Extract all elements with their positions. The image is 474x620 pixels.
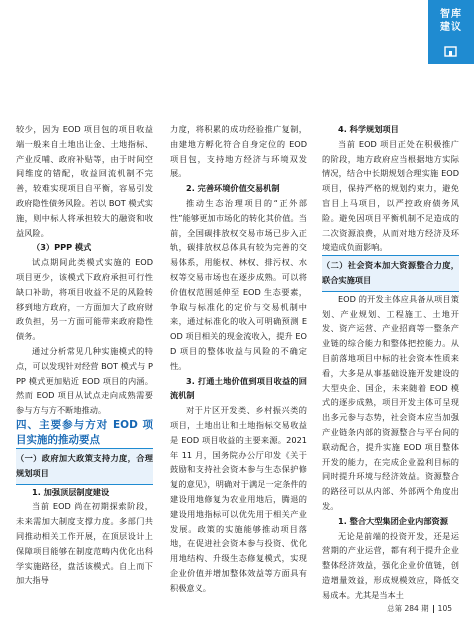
tag-line2: 建议	[440, 22, 462, 33]
paragraph: 推动生态治理项目的“正外部性”能够更加市场化的转化其价值。当前，全国碳排放权交易市场已步入正轨，碳排放权总体具有较为完善的交易体系，用能权、林权、排污权、水权等交易市场也在逐步成熟。可以将价值权范围延伸至 EOD 生态要素，争取与标准化的定价与交易机制中来，通过标准化的收入可明确预测 EOD 项目相关的现金流收入，提升 EOD 项目的整体收益与风险的不确定性。	[170, 197, 307, 371]
paragraph: 对于片区开发类、乡村振兴类的项目，土地出让和土地指标交易收益是 EOD 项目收益的主要来源。2021 年 11 月，国务院办公厅印发《关于鼓励和支持社会资本参与生态保护修复的意见》，明确对于满足一定条件的建设用地修复为农业用地后，腾退的建设用地指标可以优先用于相关产业发展。政策的实施能够推动项目落地，在促进社会资本参与投资、优化用地结构、升级生态修复模式，实现企业价值并增加整体效益等方面具有积极意义。	[170, 405, 307, 593]
paragraph: 当前 EOD 项目正处在积极推广的阶段，地方政府应当根据地方实际情况，结合中长期规划合理实施 EOD 项目，保持严格的规划约束力，避免盲目上马项目，以严控政府债务风险。避免因项目平衡机制不足造成的二次资源浪费，从而对地方经济及环境造成负面影响。	[322, 138, 459, 253]
subheading: 4. 科学规划项目	[338, 124, 399, 134]
section-heading: 四、主要参与方对 EOD 项目实施的推动要点	[16, 418, 153, 446]
paragraph: 力度，将积累的成功经验推广复制，由建地方孵化符合自身定位的 EOD 项目包，支持地方经济与环境双发展。	[170, 124, 307, 179]
section-tag	[428, 0, 474, 64]
building-icon	[444, 45, 457, 58]
issue-number: 总第 284 期	[387, 604, 429, 613]
paragraph: 通过分析常见几种实施模式的特点，可以发现针对经营 BOT 模式与 PPP 模式更加贴近 EOD 项目的内涵。然而 EOD 项目从试点走向成熟需要参与方与方不断地推动。	[16, 345, 153, 416]
paragraph: 当前 EOD 尚在初期探索阶段，未来需加大制度支撑力度。多部门共同推动相关工作开展，在顶层设计上保障项目能够在制度范畴内优化出科学实施路径，盘活该模式。自上而下加大指导	[16, 501, 153, 586]
subheading: 2. 完善环境价值交易机制	[186, 183, 280, 194]
subheading: 3. 打通土地价值到项目收益的回流机制	[170, 375, 307, 401]
tag-line1: 智库	[440, 9, 462, 20]
subsection-box: （二）社会资本加大资源整合力度，联合实施项目	[322, 255, 459, 292]
paragraph: 试点期间此类模式实施的 EOD 项目更少，该模式下政府承担可行性缺口补助，将项目收益不足的风险转移到地方政府，一方面加大了政府财政负担，另一方面可能带来政府隐性债务。	[16, 257, 153, 342]
paragraph: 较少，因为 EOD 项目包的项目收益端一般来自土地出让金、土地指标、产业反哺、政府补贴等，由于时间空间维度的错配，收益回流机制不完善，较难实现项目自平衡，容易引发政府隐性债务风险。若以 BOT 模式实施，则中标人将承担较大的融资和收益风险。	[16, 124, 153, 238]
column-2	[170, 122, 307, 596]
subheading-ppp: （3）PPP 模式	[32, 242, 92, 253]
page-footer	[387, 603, 452, 614]
subsection-box: （一）政府加大政策支持力度，合理规划项目	[16, 448, 153, 485]
page-number: 105	[437, 604, 452, 613]
paragraph: 无论是前端的投资开发，还是运营期的产业运营，都有利于提升企业整体经济效益，强化企业价值链，创造增量效益，形成规模效应，降低交易成本。尤其是当本土	[322, 530, 459, 600]
column-1	[16, 122, 153, 588]
subheading: 1. 加强顶层制度建设	[32, 486, 110, 497]
divider	[433, 605, 434, 613]
column-3	[322, 122, 459, 603]
paragraph: EOD 的开发主体应具备从项目策划、产业规划、工程施工、土地开发、资产运营、产业招商等一整条产业链的综合能力和整体把控能力。从目前落地项目中标的社会资本性质来看，大多是从事基础设施开发建设的大型央企、国企，未来随着 EOD 模式的逐步成熟，项目开发主体可呈现出多元参与态势，社会资本应当加强产业链条内部的资源整合与平台间的联动配合，提升实施 EOD 项目整体开发的能力，在完成企业盈利目标的同时提升环境与经济效益。资源整合的路径可以从内部、外部两个角度出发。	[322, 293, 459, 511]
subheading: 1. 整合大型集团企业内部资源	[338, 515, 448, 526]
